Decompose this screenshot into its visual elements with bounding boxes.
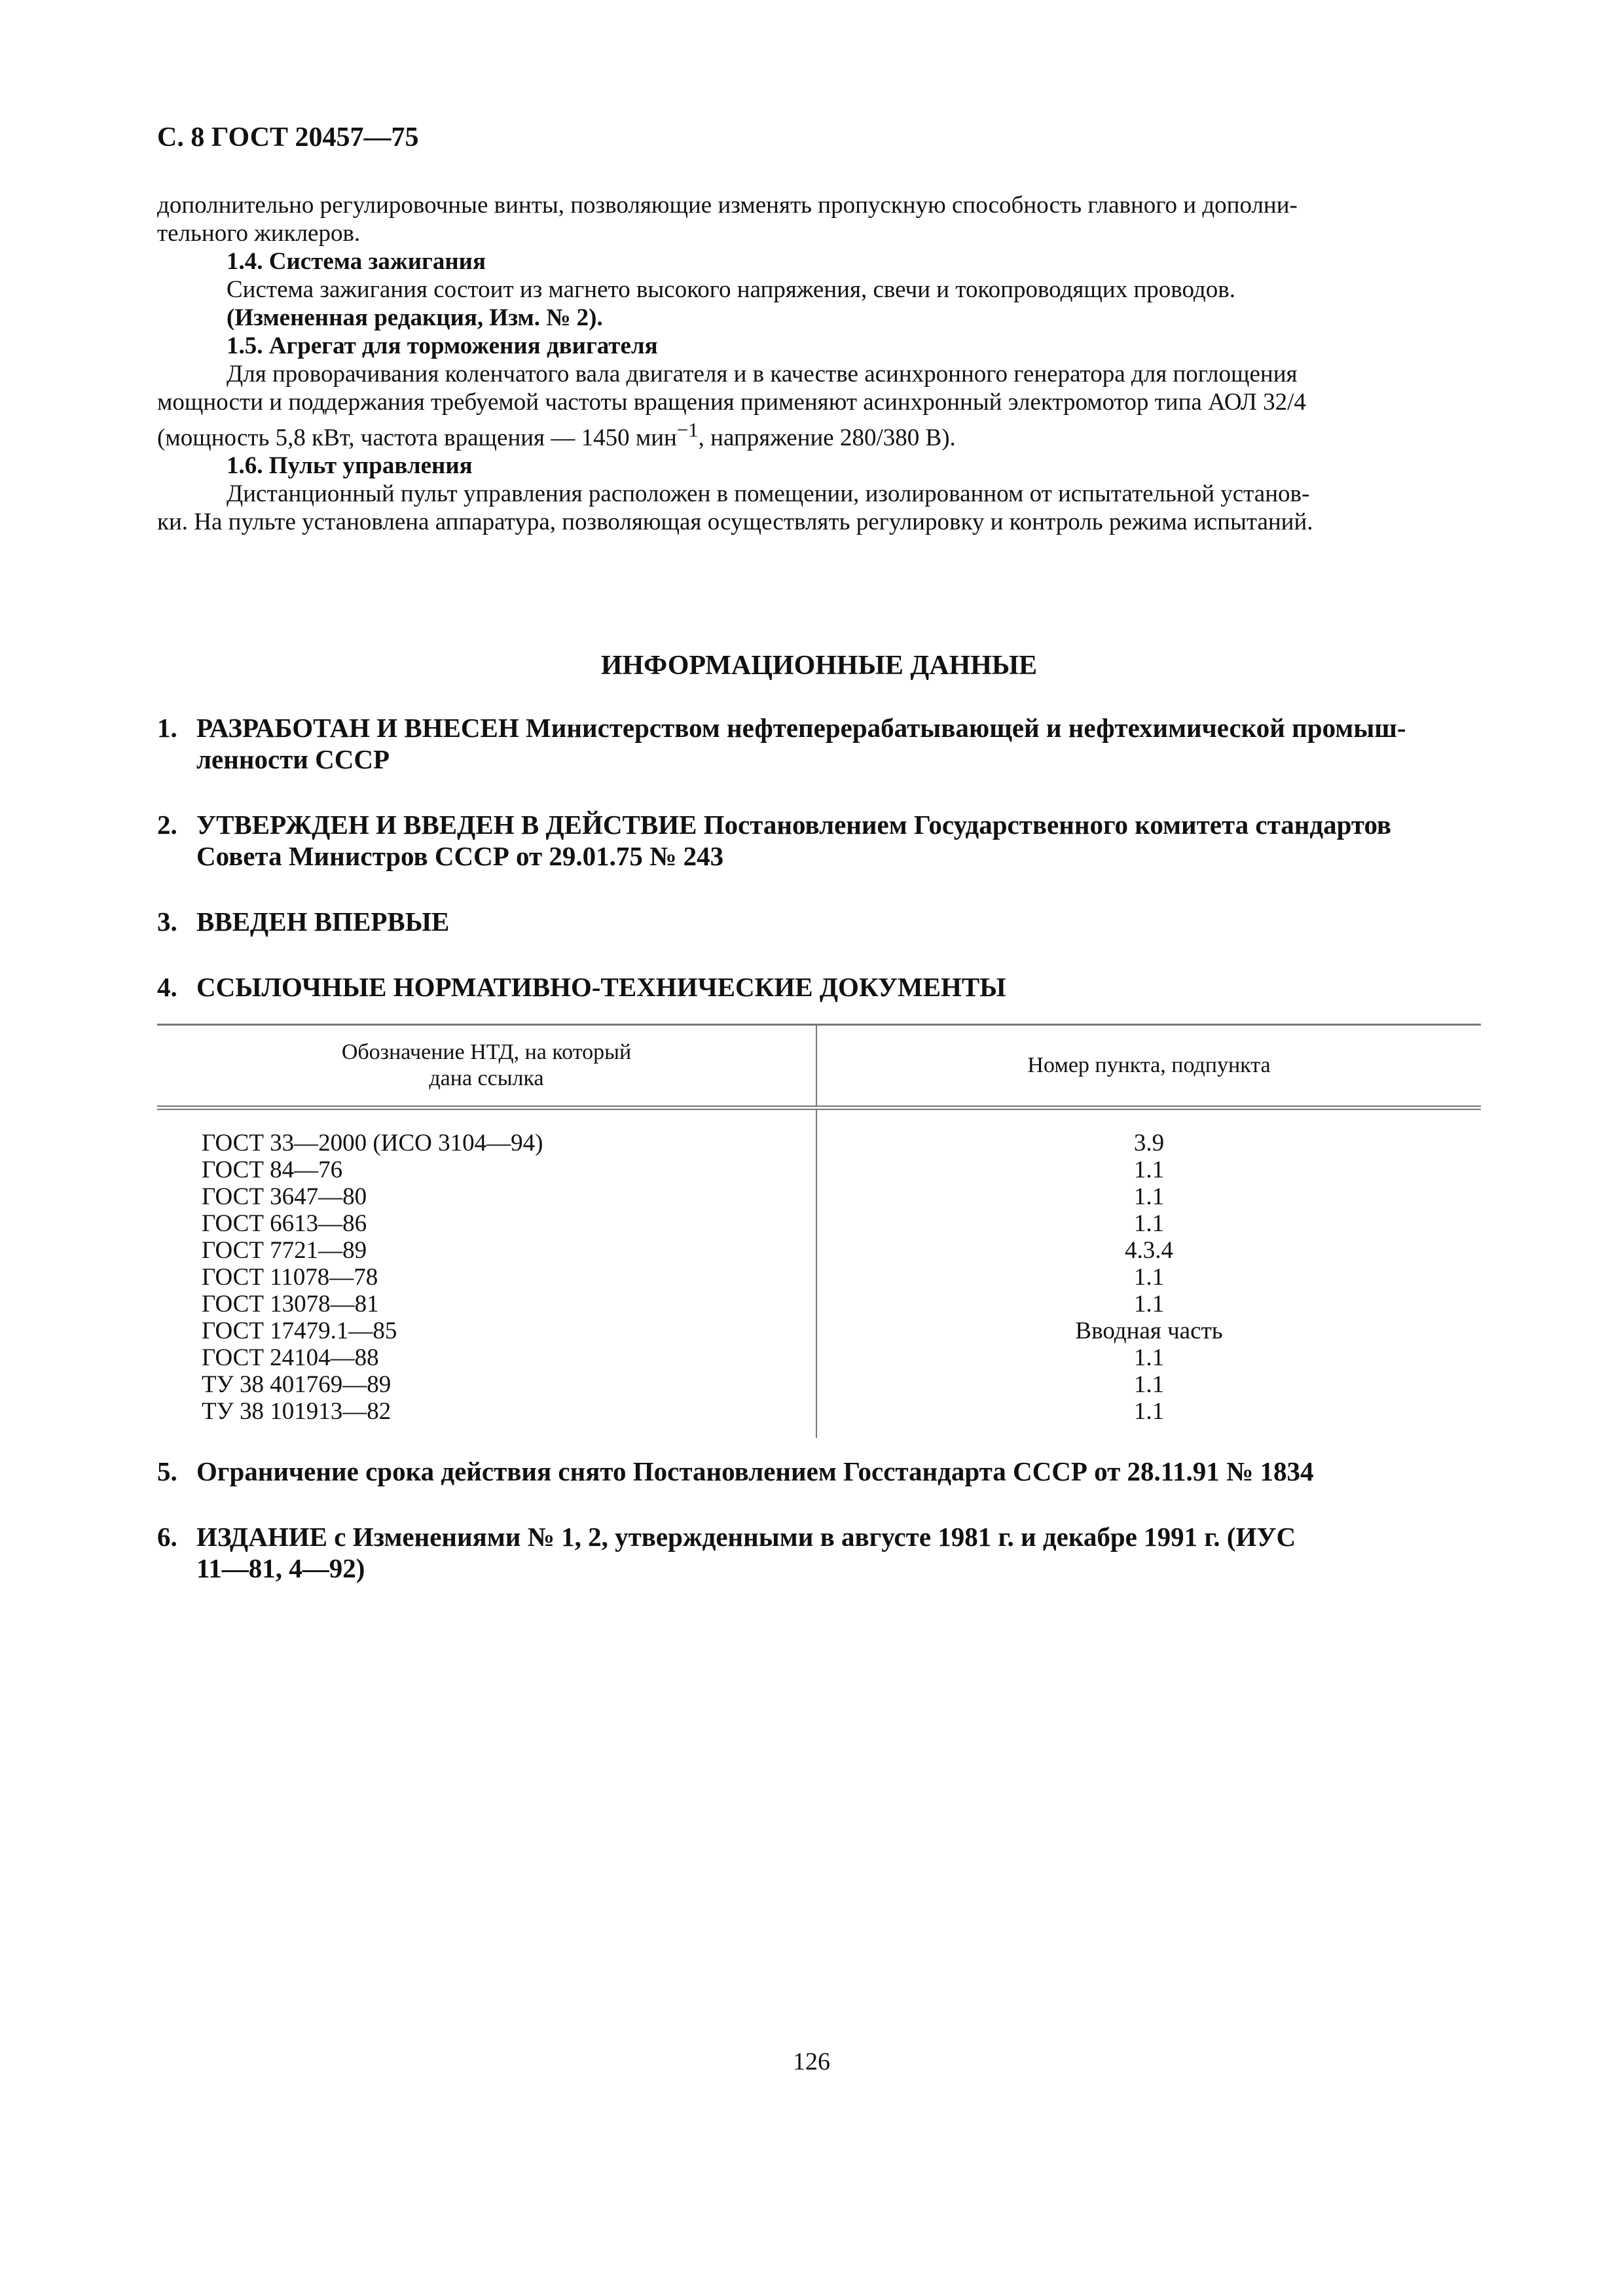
- section-1-5-line: [157, 416, 1481, 452]
- column-header-item: Номер пункта, подпункта: [1027, 1053, 1271, 1077]
- item-line: ССЫЛОЧНЫЕ НОРМАТИВНО-ТЕХНИЧЕСКИЕ ДОКУМЕНТЫ: [196, 972, 1006, 1002]
- header-line: Обозначение НТД, на который: [341, 1040, 632, 1064]
- info-item: [157, 809, 1481, 872]
- table-cell-ref: 1.1: [1133, 1398, 1165, 1425]
- table-cell-doc: ГОСТ 84—76: [202, 1157, 343, 1183]
- section-1-6-line: Дистанционный пульт управления расположен в помещении, изолированном от испытательной установ-: [227, 480, 1310, 508]
- section-1-6-title: 1.6. Пульт управления: [227, 452, 473, 480]
- section-1-4-text: Система зажигания состоит из магнето высокого напряжения, свечи и токопроводящих проводов.: [227, 276, 1235, 303]
- table-header: [157, 1026, 1481, 1110]
- item-number: 4.: [157, 972, 177, 1002]
- table-cell-doc: ГОСТ 11078—78: [202, 1264, 378, 1291]
- table-cell-ref: 1.1: [1133, 1157, 1165, 1183]
- item-column: [817, 1110, 1481, 1438]
- item-line: ленности СССР: [196, 744, 390, 774]
- info-item: [157, 1521, 1481, 1584]
- paragraph-line: дополнительно регулировочные винты, позволяющие изменять пропускную способность главного и дополни-: [157, 192, 1298, 219]
- page-number: 126: [793, 2048, 830, 2075]
- info-item: [157, 906, 1481, 937]
- table-cell-doc: ГОСТ 6613—86: [202, 1210, 367, 1237]
- table-cell-ref: 3.9: [1133, 1130, 1165, 1157]
- document-column: [157, 1110, 817, 1438]
- page-header: С. 8 ГОСТ 20457—75: [157, 122, 419, 152]
- table-cell-doc: ТУ 38 101913—82: [202, 1398, 392, 1425]
- section-1-4-title: 1.4. Система зажигания: [227, 248, 486, 275]
- table-cell-ref: Вводная часть: [1075, 1318, 1223, 1344]
- amendment-note: (Измененная редакция, Изм. № 2).: [227, 304, 603, 331]
- info-list-continued: [157, 1456, 1481, 1584]
- item-line: ИЗДАНИЕ с Изменениями № 1, 2, утвержденными в августе 1981 г. и декабре 1991 г. (ИУС: [196, 1522, 1296, 1552]
- section-1-5-line: Для проворачивания коленчатого вала двигателя и в качестве асинхронного генератора для поглощения: [227, 361, 1298, 387]
- section-1-6-line: ки. На пульте установлена аппаратура, позволяющая осуществлять регулировку и контроль режима испытаний.: [157, 509, 1313, 536]
- item-line: 11—81, 4—92): [196, 1553, 365, 1583]
- info-item: [157, 712, 1481, 775]
- body-text: [157, 191, 1481, 536]
- item-number: 1.: [157, 713, 177, 743]
- table-cell-doc: ГОСТ 3647—80: [202, 1183, 367, 1210]
- table-cell-doc: ГОСТ 13078—81: [202, 1291, 379, 1318]
- table-cell-doc: ГОСТ 24104—88: [202, 1344, 379, 1371]
- item-number: 5.: [157, 1456, 177, 1486]
- item-number: 6.: [157, 1522, 177, 1552]
- text-run: (мощность 5,8 кВт, частота вращения — 1450 мин: [157, 424, 677, 452]
- table-cell-ref: 1.1: [1133, 1291, 1165, 1318]
- table-cell-ref: 1.1: [1133, 1183, 1165, 1210]
- info-title: ИНФОРМАЦИОННЫЕ ДАННЫЕ: [600, 651, 1038, 681]
- table-cell-ref: 1.1: [1133, 1371, 1165, 1398]
- table-cell-doc: ТУ 38 401769—89: [202, 1371, 392, 1398]
- item-number: 2.: [157, 810, 177, 840]
- info-item: [157, 1456, 1481, 1487]
- info-list: [157, 712, 1481, 1003]
- reference-table: [157, 1024, 1481, 1438]
- item-line: Совета Министров СССР от 29.01.75 № 243: [196, 841, 724, 871]
- info-item: [157, 971, 1481, 1003]
- superscript: −1: [676, 419, 699, 441]
- table-body: [157, 1110, 1481, 1438]
- table-cell-ref: 1.1: [1133, 1210, 1165, 1237]
- item-line: УТВЕРЖДЕН И ВВЕДЕН В ДЕЙСТВИЕ Постановлением Государственного комитета стандартов: [196, 810, 1392, 840]
- table-cell-ref: 1.1: [1133, 1344, 1165, 1371]
- table-cell-doc: ГОСТ 17479.1—85: [202, 1318, 397, 1344]
- paragraph-line: тельного жиклеров.: [157, 220, 361, 247]
- item-number: 3.: [157, 906, 177, 937]
- section-1-5-line: мощности и поддержания требуемой частоты вращения применяют асинхронный электромотор типа АОЛ 32/4: [157, 389, 1306, 416]
- section-1-5-title: 1.5. Агрегат для торможения двигателя: [227, 332, 658, 359]
- table-cell-doc: ГОСТ 7721—89: [202, 1237, 367, 1264]
- item-line: Ограничение срока действия снято Постановлением Госстандарта СССР от 28.11.91 № 1834: [196, 1456, 1314, 1486]
- column-header-document: [157, 1026, 817, 1105]
- text-run: , напряжение 280/380 В).: [698, 424, 956, 452]
- header-line: дана ссылка: [429, 1066, 544, 1090]
- item-line: РАЗРАБОТАН И ВНЕСЕН Министерством нефтеперерабатывающей и нефтехимической промыш-: [196, 713, 1406, 743]
- table-cell-doc: ГОСТ 33—2000 (ИСО 3104—94): [202, 1130, 543, 1157]
- item-line: ВВЕДЕН ВПЕРВЫЕ: [196, 906, 450, 937]
- table-cell-ref: 4.3.4: [1125, 1237, 1173, 1264]
- table-cell-ref: 1.1: [1133, 1264, 1165, 1291]
